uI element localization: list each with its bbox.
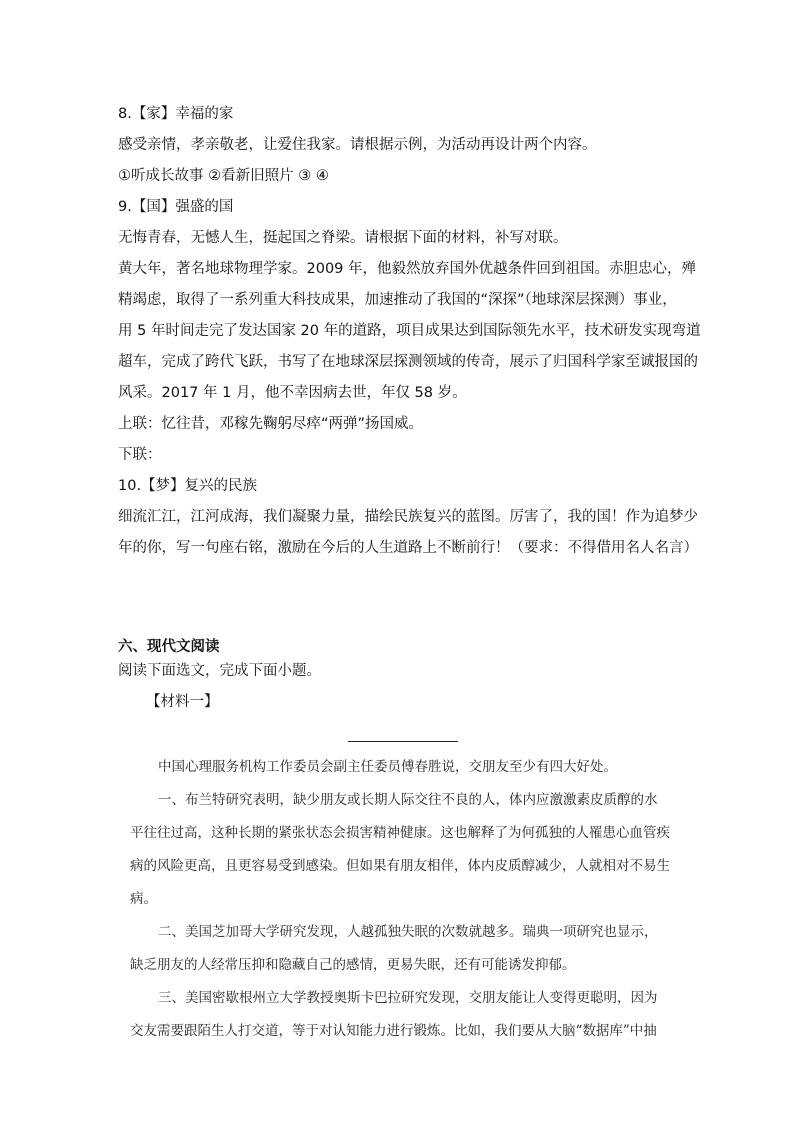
article-line: 平往往过高，这种长期的紧张状态会损害精神健康。这也解释了为何孤独的人罹患心血管疾 [130,825,670,841]
q9-prompt: 无悔青春，无憾人生，挺起国之脊梁。请根据下面的材料，补写对联。 [118,230,568,246]
article-line: 中国心理服务机构工作委员会副主任委员傅春胜说，交朋友至少有四大好处。 [158,759,617,775]
q9-material-line: 用 5 年时间走完了发达国家 20 年的道路，项目成果达到国际领先水平，技术研发实现弯道 [118,323,701,339]
q9-material-line: 精竭虑，取得了一系列重大科技成果，加速推动了我国的“深探”（地球深层探测）事业， [118,292,677,308]
q9-title: 9.【国】强盛的国 [118,199,234,215]
material-label: 【材料一】 [146,694,219,710]
article-line: 缺乏朋友的人经常压抑和隐藏自己的感情，更易失眠，还有可能诱发抑郁。 [130,957,576,973]
q8-examples: ①听成长故事 ②看新旧照片 ③ ④ [118,168,329,184]
q9-material-line: 超车，完成了跨代飞跃，书写了在地球深层探测领域的传奇，展示了归国科学家至诚报国的 [118,354,698,370]
q10-prompt-line: 细流汇江，江河成海，我们凝聚力量，描绘民族复兴的蓝图。厉害了，我的国！作为追梦少 [118,509,698,525]
q8-title: 8.【家】幸福的家 [118,106,234,122]
article-line: 三、美国密歇根州立大学教授奥斯卡巴拉研究发现，交朋友能让人变得更聪明，因为 [158,990,658,1006]
q9-lower-couplet: 下联： [118,447,162,463]
q9-upper-couplet: 上联：忆往昔，邓稼先鞠躬尽瘁“两弹”扬国威。 [118,416,424,432]
section-heading: 六、现代文阅读 [118,639,220,655]
q8-prompt: 感受亲情，孝亲敬老，让爱住我家。请根据示例，为活动再设计两个内容。 [118,137,597,153]
article-line: 一、布兰特研究表明，缺少朋友或长期人际交往不良的人，体内应激激素皮质醇的水 [158,792,658,808]
title-blank-line [348,741,458,742]
article-line: 病。 [130,891,157,907]
article-line: 二、美国芝加哥大学研究发现，人越孤独失眠的次数就越多。瑞典一项研究也显示， [158,924,658,940]
article-line: 交友需要跟陌生人打交道，等于对认知能力进行锻炼。比如，我们要从大脑“数据库”中抽 [130,1023,657,1039]
q10-prompt-line: 年的你，写一句座右铭，激励在今后的人生道路上不断前行！（要求：不得借用名人名言） [118,540,698,556]
q9-material-line: 风采。2017 年 1 月，他不幸因病去世，年仅 58 岁。 [118,385,467,401]
article-line: 病的风险更高，且更容易受到感染。但如果有朋友相伴，体内皮质醇减少，人就相对不易生 [130,858,670,874]
q9-material-line: 黄大年，著名地球物理学家。2009 年，他毅然放弃国外优越条件回到祖国。赤胆忠心，殚 [118,261,697,277]
section-instruction: 阅读下面选文，完成下面小题。 [118,663,321,679]
q10-title: 10.【梦】复兴的民族 [118,478,258,494]
